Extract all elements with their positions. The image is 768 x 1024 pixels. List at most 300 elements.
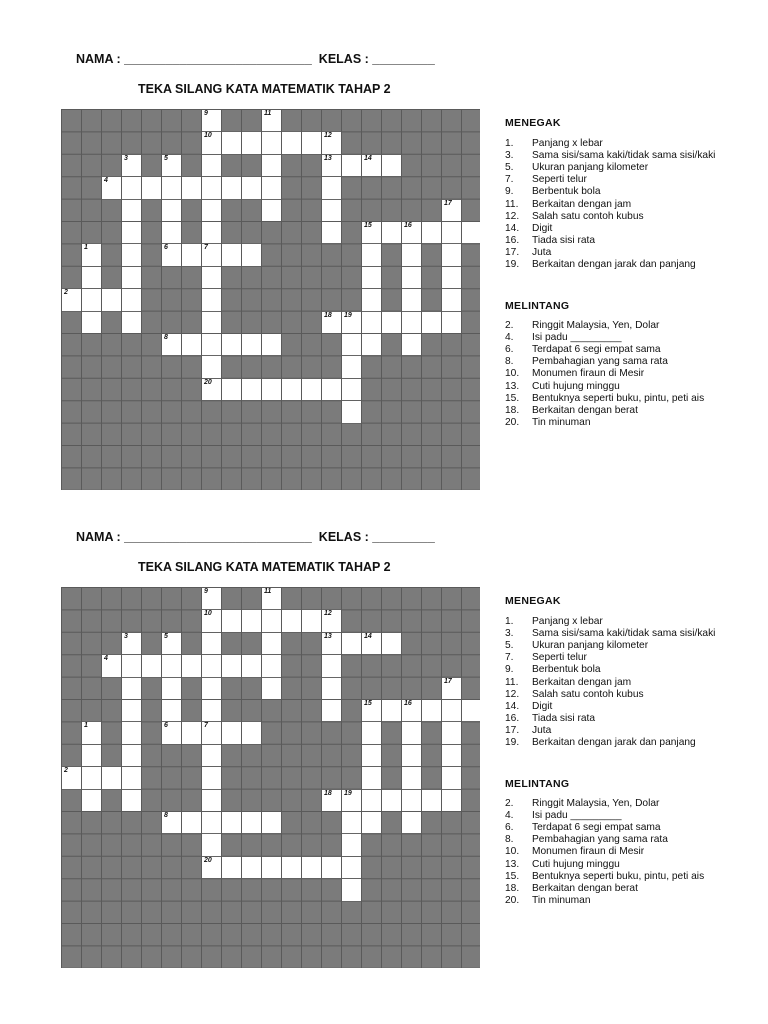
clue-row-text: Terdapat 6 segi empat sama <box>532 822 661 834</box>
crossword-cell[interactable] <box>262 678 281 699</box>
clue-row-number: 3. <box>505 150 514 162</box>
clue-row-text: Terdapat 6 segi empat sama <box>532 344 661 356</box>
crossword-cell[interactable] <box>122 267 141 288</box>
clue-number: 18 <box>324 311 332 319</box>
crossword-cell[interactable] <box>442 678 461 699</box>
crossword-cell[interactable] <box>222 177 241 198</box>
worksheet-title: TEKA SILANG KATA MATEMATIK TAHAP 2 <box>138 560 391 574</box>
crossword-cell[interactable] <box>202 244 221 265</box>
clue-row-number: 20. <box>505 894 520 906</box>
clue-number: 20 <box>204 856 212 864</box>
crossword-cell[interactable] <box>322 790 341 811</box>
crossword-cell[interactable] <box>182 244 201 265</box>
clue-row-text: Panjang x lebar <box>532 616 603 627</box>
crossword-cell[interactable] <box>442 790 461 811</box>
crossword-cell[interactable] <box>362 267 381 288</box>
crossword-cell[interactable] <box>242 177 261 198</box>
crossword-cell[interactable] <box>82 767 101 788</box>
clue-number: 10 <box>204 132 212 140</box>
crossword-cell[interactable] <box>102 177 121 198</box>
clue-number: 11 <box>264 110 272 117</box>
clue-row-number: 9. <box>505 186 514 198</box>
crossword-cell[interactable] <box>362 700 381 721</box>
crossword-cell[interactable] <box>262 812 281 833</box>
crossword-cell[interactable] <box>322 132 341 153</box>
crossword-cell[interactable] <box>162 700 181 721</box>
crossword-cell[interactable] <box>202 812 221 833</box>
crossword-cell[interactable] <box>222 655 241 676</box>
crossword-cell[interactable] <box>362 222 381 243</box>
clue-row-text: Bentuknya seperti buku, pintu, peti ais <box>532 870 705 882</box>
clue-number: 19 <box>344 311 352 319</box>
clue-row-number: 6. <box>505 344 514 356</box>
clue-number: 3 <box>124 154 128 162</box>
crossword-cell[interactable] <box>202 267 221 288</box>
crossword-cell[interactable] <box>102 655 121 676</box>
clue-number: 18 <box>324 789 332 797</box>
crossword-cell[interactable] <box>242 244 261 265</box>
crossword-cell[interactable] <box>202 155 221 176</box>
clue-row-text: Digit <box>532 222 553 234</box>
clue-number: 16 <box>404 700 412 707</box>
crossword-cell[interactable] <box>322 312 341 333</box>
crossword-cell[interactable] <box>122 155 141 176</box>
crossword-cell[interactable] <box>382 155 401 176</box>
clue-row-text: Berkaitan dengan berat <box>532 882 638 894</box>
crossword-cell[interactable] <box>202 312 221 333</box>
crossword-cell[interactable] <box>162 722 181 743</box>
crossword-cell[interactable] <box>362 312 381 333</box>
clue-row-text: Berkaitan dengan berat <box>532 404 638 416</box>
crossword-cell[interactable] <box>262 155 281 176</box>
clue-row-text: Berbentuk bola <box>532 186 601 198</box>
crossword-cell[interactable] <box>202 722 221 743</box>
clue-number: 2 <box>64 289 68 297</box>
crossword-cell[interactable] <box>302 610 321 631</box>
crossword-cell[interactable] <box>282 132 301 153</box>
crossword-cell[interactable] <box>442 700 461 721</box>
crossword-cell[interactable] <box>342 879 361 900</box>
crossword-cell[interactable] <box>122 177 141 198</box>
clue-row-number: 13. <box>505 858 520 870</box>
clue-row-text: Juta <box>532 724 552 736</box>
worksheet-top <box>0 52 768 542</box>
crossword-cell[interactable] <box>202 177 221 198</box>
crossword-cell[interactable] <box>202 655 221 676</box>
clue-number: 8 <box>164 812 168 819</box>
crossword-cell[interactable] <box>142 655 161 676</box>
crossword-cell[interactable] <box>362 790 381 811</box>
clue-row-text: Cuti hujung minggu <box>532 380 620 392</box>
crossword-cell[interactable] <box>242 812 261 833</box>
crossword-cell[interactable] <box>382 312 401 333</box>
crossword-cell[interactable] <box>262 588 281 609</box>
clue-row-number: 12. <box>505 210 520 222</box>
crossword-cell[interactable] <box>262 633 281 654</box>
crossword-cell[interactable] <box>362 289 381 310</box>
crossword-cell[interactable] <box>322 655 341 676</box>
crossword-cell[interactable] <box>402 722 421 743</box>
clue-number: 4 <box>104 177 108 185</box>
crossword-cell[interactable] <box>162 244 181 265</box>
crossword-cell[interactable] <box>182 655 201 676</box>
clue-number: 20 <box>204 378 212 386</box>
crossword-cell[interactable] <box>222 132 241 153</box>
crossword-cell[interactable] <box>342 379 361 400</box>
crossword-cell[interactable] <box>402 267 421 288</box>
crossword-cell[interactable] <box>362 334 381 355</box>
clue-row-text: Juta <box>532 246 552 258</box>
crossword-cell[interactable] <box>422 700 441 721</box>
clue-row-number: 10. <box>505 846 520 858</box>
clue-row-text: Tiada sisi rata <box>532 234 596 246</box>
clue-number: 12 <box>324 610 332 618</box>
clue-row-text: Salah satu contoh kubus <box>532 688 644 700</box>
crossword-cell[interactable] <box>162 222 181 243</box>
crossword-cell[interactable] <box>322 633 341 654</box>
clue-number: 14 <box>364 632 372 640</box>
clue-row-text: Tin minuman <box>532 416 591 428</box>
crossword-cell[interactable] <box>342 155 361 176</box>
crossword-cell[interactable] <box>162 155 181 176</box>
crossword-cell[interactable] <box>402 767 421 788</box>
clue-row-number: 5. <box>505 640 514 652</box>
crossword-cell[interactable] <box>222 722 241 743</box>
crossword-cell[interactable] <box>322 177 341 198</box>
crossword-cell[interactable] <box>82 790 101 811</box>
clue-number: 15 <box>364 222 372 229</box>
clue-row-text: Ringgit Malaysia, Yen, Dolar <box>532 320 660 331</box>
crossword-cell[interactable] <box>242 655 261 676</box>
crossword-cell[interactable] <box>182 334 201 355</box>
crossword-cell[interactable] <box>402 745 421 766</box>
crossword-grid <box>61 109 480 490</box>
clue-row-number: 2. <box>505 798 514 809</box>
clue-row-text: Tiada sisi rata <box>532 712 596 724</box>
crossword-cell[interactable] <box>362 633 381 654</box>
clue-number: 14 <box>364 154 372 162</box>
clue-row-number: 5. <box>505 162 514 174</box>
crossword-cell[interactable] <box>202 222 221 243</box>
crossword-cell[interactable] <box>122 633 141 654</box>
crossword-cell[interactable] <box>322 379 341 400</box>
clue-row-number: 15. <box>505 392 520 404</box>
crossword-cell[interactable] <box>322 610 341 631</box>
clue-row-number: 18. <box>505 882 520 894</box>
crossword-cell[interactable] <box>462 700 481 721</box>
crossword-cell[interactable] <box>302 857 321 878</box>
crossword-cell[interactable] <box>182 812 201 833</box>
crossword-cell[interactable] <box>362 812 381 833</box>
clue-row-number: 15. <box>505 870 520 882</box>
clue-row-number: 9. <box>505 664 514 676</box>
crossword-cell[interactable] <box>402 700 421 721</box>
crossword-cell[interactable] <box>282 379 301 400</box>
crossword-cell[interactable] <box>202 790 221 811</box>
crossword-cell[interactable] <box>362 745 381 766</box>
crossword-cell[interactable] <box>242 132 261 153</box>
crossword-cell[interactable] <box>322 700 341 721</box>
crossword-cell[interactable] <box>262 379 281 400</box>
crossword-cell[interactable] <box>402 312 421 333</box>
clue-number: 19 <box>344 789 352 797</box>
crossword-cell[interactable] <box>82 244 101 265</box>
crossword-cell[interactable] <box>382 700 401 721</box>
clue-number: 3 <box>124 632 128 640</box>
crossword-cell[interactable] <box>122 767 141 788</box>
crossword-cell[interactable] <box>322 857 341 878</box>
crossword-cell[interactable] <box>342 312 361 333</box>
crossword-cell[interactable] <box>222 334 241 355</box>
crossword-cell[interactable] <box>322 678 341 699</box>
crossword-cell[interactable] <box>402 812 421 833</box>
crossword-cell[interactable] <box>402 222 421 243</box>
clue-row-number: 7. <box>505 174 514 186</box>
clue-row-text: Pembahagian yang sama rata <box>532 834 668 846</box>
clue-row-text: Sama sisi/sama kaki/tidak sama sisi/kaki <box>532 628 716 640</box>
crossword-cell[interactable] <box>222 379 241 400</box>
crossword-cell[interactable] <box>442 745 461 766</box>
clue-row-number: 16. <box>505 712 520 724</box>
crossword-cell[interactable] <box>442 267 461 288</box>
crossword-cell[interactable] <box>342 633 361 654</box>
down-clues-heading: MENEGAK <box>505 595 561 607</box>
clue-number: 2 <box>64 767 68 775</box>
crossword-cell[interactable] <box>122 312 141 333</box>
clue-number: 10 <box>204 610 212 618</box>
crossword-cell[interactable] <box>402 289 421 310</box>
worksheet-title: TEKA SILANG KATA MATEMATIK TAHAP 2 <box>138 82 391 96</box>
crossword-cell[interactable] <box>302 132 321 153</box>
clue-row-number: 20. <box>505 416 520 428</box>
crossword-cell[interactable] <box>202 857 221 878</box>
crossword-cell[interactable] <box>342 790 361 811</box>
crossword-cell[interactable] <box>122 790 141 811</box>
crossword-cell[interactable] <box>222 244 241 265</box>
crossword-cell[interactable] <box>202 132 221 153</box>
crossword-cell[interactable] <box>202 633 221 654</box>
clue-row-number: 3. <box>505 628 514 640</box>
crossword-cell[interactable] <box>422 790 441 811</box>
crossword-cell[interactable] <box>342 857 361 878</box>
crossword-cell[interactable] <box>442 312 461 333</box>
crossword-cell[interactable] <box>82 267 101 288</box>
clue-row-number: 1. <box>505 616 514 627</box>
crossword-cell[interactable] <box>262 177 281 198</box>
crossword-cell[interactable] <box>162 334 181 355</box>
crossword-cell[interactable] <box>262 610 281 631</box>
crossword-cell[interactable] <box>82 745 101 766</box>
crossword-cell[interactable] <box>102 767 121 788</box>
crossword-cell[interactable] <box>142 177 161 198</box>
crossword-cell[interactable] <box>202 610 221 631</box>
crossword-cell[interactable] <box>242 334 261 355</box>
crossword-cell[interactable] <box>382 633 401 654</box>
clue-row-number: 14. <box>505 222 520 234</box>
clue-row-text: Cuti hujung minggu <box>532 858 620 870</box>
clue-row-text: Monumen firaun di Mesir <box>532 368 645 380</box>
crossword-cell[interactable] <box>102 289 121 310</box>
crossword-cell[interactable] <box>262 132 281 153</box>
clue-row-number: 19. <box>505 259 520 270</box>
clue-number: 15 <box>364 700 372 707</box>
crossword-cell[interactable] <box>362 244 381 265</box>
crossword-cell[interactable] <box>342 812 361 833</box>
clue-row-number: 11. <box>505 676 519 688</box>
clue-number: 16 <box>404 222 412 229</box>
crossword-cell[interactable] <box>122 678 141 699</box>
crossword-cell[interactable] <box>122 289 141 310</box>
crossword-cell[interactable] <box>242 379 261 400</box>
crossword-cell[interactable] <box>362 722 381 743</box>
clue-row-text: Tin minuman <box>532 894 591 906</box>
crossword-cell[interactable] <box>442 244 461 265</box>
clue-row-text: Seperti telur <box>532 652 587 664</box>
down-clues-heading: MENEGAK <box>505 117 561 129</box>
crossword-cell[interactable] <box>242 722 261 743</box>
crossword-cell[interactable] <box>162 200 181 221</box>
crossword-cell[interactable] <box>82 289 101 310</box>
crossword-cell[interactable] <box>182 722 201 743</box>
clue-row-text: Salah satu contoh kubus <box>532 210 644 222</box>
clue-number: 7 <box>204 722 208 730</box>
crossword-cell[interactable] <box>302 379 321 400</box>
clue-row-text: Pembahagian yang sama rata <box>532 356 668 368</box>
clue-number: 5 <box>164 154 168 162</box>
crossword-cell[interactable] <box>382 222 401 243</box>
clue-row-number: 1. <box>505 138 514 149</box>
crossword-cell[interactable] <box>202 834 221 855</box>
crossword-cell[interactable] <box>202 334 221 355</box>
crossword-cell[interactable] <box>242 857 261 878</box>
crossword-cell[interactable] <box>62 289 81 310</box>
crossword-cell[interactable] <box>442 200 461 221</box>
crossword-cell[interactable] <box>202 745 221 766</box>
crossword-cell[interactable] <box>342 334 361 355</box>
crossword-cell[interactable] <box>122 200 141 221</box>
crossword-cell[interactable] <box>442 767 461 788</box>
crossword-cell[interactable] <box>322 200 341 221</box>
clue-number: 17 <box>444 199 452 207</box>
crossword-cell[interactable] <box>442 222 461 243</box>
crossword-cell[interactable] <box>182 177 201 198</box>
crossword-cell[interactable] <box>262 857 281 878</box>
clue-row-text: Ukuran panjang kilometer <box>532 640 649 652</box>
crossword-cell[interactable] <box>262 655 281 676</box>
crossword-cell[interactable] <box>342 401 361 422</box>
crossword-cell[interactable] <box>202 289 221 310</box>
crossword-cell[interactable] <box>442 289 461 310</box>
clue-number: 13 <box>324 632 332 640</box>
across-clues-heading: MELINTANG <box>505 778 570 790</box>
crossword-cell[interactable] <box>362 767 381 788</box>
worksheet-bottom <box>0 530 768 1020</box>
crossword-cell[interactable] <box>162 678 181 699</box>
crossword-cell[interactable] <box>322 222 341 243</box>
clue-row-text: Berkaitan dengan jarak dan panjang <box>532 259 696 270</box>
crossword-cell[interactable] <box>362 155 381 176</box>
crossword-cell[interactable] <box>202 588 221 609</box>
clue-row-number: 4. <box>505 332 514 344</box>
crossword-cell[interactable] <box>342 834 361 855</box>
crossword-cell[interactable] <box>202 767 221 788</box>
crossword-cell[interactable] <box>262 334 281 355</box>
crossword-cell[interactable] <box>422 312 441 333</box>
crossword-cell[interactable] <box>202 200 221 221</box>
crossword-cell[interactable] <box>122 700 141 721</box>
crossword-cell[interactable] <box>422 222 441 243</box>
crossword-cell[interactable] <box>222 857 241 878</box>
clue-row-number: 19. <box>505 737 520 748</box>
crossword-cell[interactable] <box>162 812 181 833</box>
clue-row-text: Berkaitan dengan jam <box>532 198 632 210</box>
clue-row-text: Berkaitan dengan jarak dan panjang <box>532 737 696 748</box>
clue-number: 8 <box>164 334 168 341</box>
crossword-cell[interactable] <box>202 700 221 721</box>
crossword-cell[interactable] <box>402 790 421 811</box>
crossword-cell[interactable] <box>322 155 341 176</box>
clue-number: 6 <box>164 722 168 730</box>
clue-number: 9 <box>204 588 208 595</box>
clue-number: 1 <box>84 244 88 252</box>
clue-row-text: Berkaitan dengan jam <box>532 676 632 688</box>
crossword-cell[interactable] <box>442 722 461 743</box>
crossword-cell[interactable] <box>382 790 401 811</box>
crossword-cell[interactable] <box>122 244 141 265</box>
crossword-cell[interactable] <box>162 655 181 676</box>
clue-row-number: 12. <box>505 688 520 700</box>
crossword-cell[interactable] <box>462 222 481 243</box>
crossword-cell[interactable] <box>62 767 81 788</box>
crossword-cell[interactable] <box>202 110 221 131</box>
crossword-cell[interactable] <box>282 610 301 631</box>
crossword-cell[interactable] <box>262 200 281 221</box>
crossword-cell[interactable] <box>342 356 361 377</box>
crossword-cell[interactable] <box>202 356 221 377</box>
clue-row-number: 10. <box>505 368 520 380</box>
clue-number: 9 <box>204 110 208 117</box>
clue-row-number: 8. <box>505 356 514 368</box>
clue-row-text: Isi padu _________ <box>532 332 622 344</box>
crossword-cell[interactable] <box>222 812 241 833</box>
crossword-cell[interactable] <box>242 610 261 631</box>
crossword-cell[interactable] <box>82 722 101 743</box>
crossword-cell[interactable] <box>82 312 101 333</box>
clue-row-text: Panjang x lebar <box>532 138 603 149</box>
clue-row-text: Seperti telur <box>532 174 587 186</box>
crossword-cell[interactable] <box>262 110 281 131</box>
crossword-cell[interactable] <box>162 633 181 654</box>
crossword-grid <box>61 587 480 968</box>
clue-row-text: Bentuknya seperti buku, pintu, peti ais <box>532 392 705 404</box>
name-class-line: NAMA : ___________________________ KELAS : _________ <box>76 52 435 66</box>
crossword-cell[interactable] <box>122 655 141 676</box>
crossword-cell[interactable] <box>202 379 221 400</box>
clue-number: 6 <box>164 244 168 252</box>
crossword-cell[interactable] <box>222 610 241 631</box>
crossword-cell[interactable] <box>402 244 421 265</box>
crossword-cell[interactable] <box>122 222 141 243</box>
crossword-cell[interactable] <box>282 857 301 878</box>
crossword-cell[interactable] <box>122 745 141 766</box>
crossword-cell[interactable] <box>402 334 421 355</box>
crossword-cell[interactable] <box>122 722 141 743</box>
clue-row-text: Digit <box>532 700 553 712</box>
clue-row-text: Ringgit Malaysia, Yen, Dolar <box>532 798 660 809</box>
clue-row-text: Berbentuk bola <box>532 664 601 676</box>
crossword-cell[interactable] <box>162 177 181 198</box>
crossword-cell[interactable] <box>202 678 221 699</box>
